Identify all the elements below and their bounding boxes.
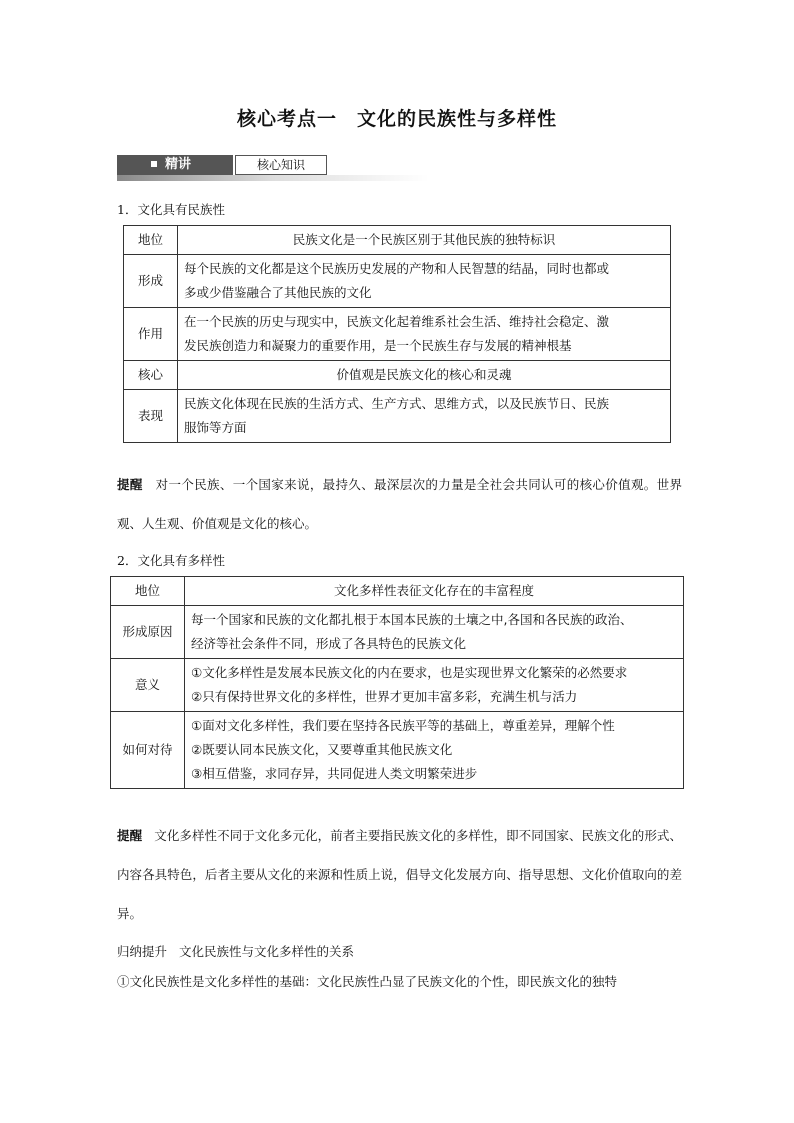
content-line: 多或少借鉴融合了其他民族的文化 (184, 285, 372, 300)
row-label: 地位 (124, 226, 178, 255)
row-label: 形成 (124, 255, 178, 308)
ethnicity-table (123, 225, 671, 443)
note1-text: 对一个民族、一个国家来说，最持久、最深层次的力量是全社会共同认可的核心价值观。世界观、人生观、价值观是文化的核心。 (117, 477, 682, 531)
content-line: 经济等社会条件不同，形成了各具特色的民族文化 (191, 636, 467, 651)
note2-text: 文化多样性不同于文化多元化，前者主要指民族文化的多样性，即不同国家、民族文化的形式、内容各具特色，后者主要从文化的来源和性质上说，倡导文化发展方向、指导思想、文化价值取向的差异。 (117, 828, 682, 921)
row-label: 形成原因 (111, 606, 185, 659)
content-line: 民族文化体现在民族的生活方式、生产方式、思维方式，以及民族节日、民族 (184, 396, 610, 411)
row-label: 作用 (124, 308, 178, 361)
content-line: ②只有保持世界文化的多样性，世界才更加丰富多彩，充满生机与活力 (191, 689, 578, 704)
row-content (185, 577, 684, 606)
table-row (111, 659, 684, 712)
content-line: ③相互借鉴，求同存异，共同促进人类文明繁荣进步 (191, 766, 478, 781)
table-row (111, 606, 684, 659)
content-line: 在一个民族的历史与现实中，民族文化起着维系社会生活、维持社会稳定、激 (184, 314, 610, 329)
content-line: 文化多样性表征文化存在的丰富程度 (333, 583, 534, 598)
summary-label: 归纳提升 (117, 944, 168, 959)
diversity-table (110, 576, 684, 789)
table-row (124, 361, 671, 390)
summary-title: 文化民族性与文化多样性的关系 (178, 944, 354, 959)
content-line: 每一个国家和民族的文化都扎根于本国本民族的土壤之中,各国和各民族的政治、 (191, 612, 633, 627)
banner-label-text: 精讲 (165, 157, 192, 172)
summary-line: ①文化民族性是文化多样性的基础：文化民族性凸显了民族文化的个性，即民族文化的独特 (117, 974, 618, 989)
note1-label: 提醒 (117, 477, 143, 492)
page-title: 核心考点一 文化的民族性与多样性 (236, 108, 557, 130)
section2-heading: 2．文化具有多样性 (117, 553, 225, 568)
row-content (185, 659, 684, 712)
content-line: ②既要认同本民族文化，又要尊重其他民族文化 (191, 742, 453, 757)
banner-tab: 核心知识 (235, 155, 327, 175)
content-line: 价值观是民族文化的核心和灵魂 (336, 367, 512, 382)
table-row (124, 255, 671, 308)
banner-label (117, 155, 233, 175)
row-label: 如何对待 (111, 712, 185, 789)
note2-label: 提醒 (117, 828, 143, 843)
section1-heading: 1．文化具有民族性 (117, 202, 225, 217)
table-row (124, 226, 671, 255)
row-content (185, 606, 684, 659)
row-content (178, 390, 671, 443)
row-content (178, 361, 671, 390)
summary-heading (117, 942, 354, 960)
section-banner (117, 155, 429, 181)
note1 (117, 465, 682, 543)
note2 (117, 816, 682, 933)
square-bullet-icon (151, 161, 157, 167)
row-label: 地位 (111, 577, 185, 606)
content-line: 每个民族的文化都是这个民族历史发展的产物和人民智慧的结晶，同时也都或 (184, 261, 610, 276)
content-line: 民族文化是一个民族区别于其他民族的独特标识 (292, 232, 556, 247)
row-content (178, 226, 671, 255)
table-row (124, 390, 671, 443)
row-label: 核心 (124, 361, 178, 390)
content-line: ①文化多样性是发展本民族文化的内在要求，也是实现世界文化繁荣的必然要求 (191, 665, 628, 680)
table-row (111, 577, 684, 606)
row-label: 意义 (111, 659, 185, 712)
content-line: ①面对文化多样性，我们要在坚持各民族平等的基础上，尊重差异，理解个性 (191, 718, 615, 733)
row-label: 表现 (124, 390, 178, 443)
content-line: 发民族创造力和凝聚力的重要作用，是一个民族生存与发展的精神根基 (184, 338, 572, 353)
row-content (178, 308, 671, 361)
table-row (111, 712, 684, 789)
table-row (124, 308, 671, 361)
banner-underline (117, 175, 429, 181)
content-line: 服饰等方面 (184, 420, 247, 435)
row-content (185, 712, 684, 789)
row-content (178, 255, 671, 308)
